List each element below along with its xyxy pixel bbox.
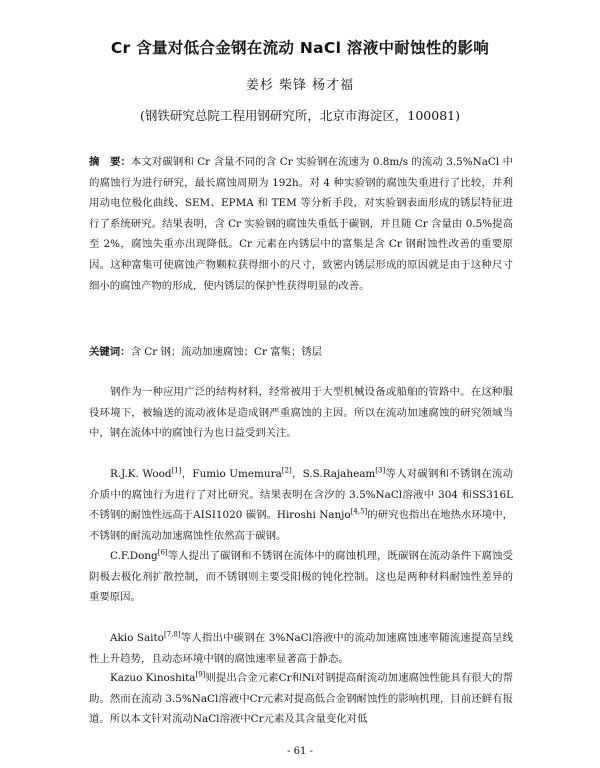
p2-text-e: 的研究也指出在地热水环境中，不锈钢的耐流动加速腐蚀性依然高于碳钢。 [89,509,513,542]
p5-text-a: Kazuo Kinoshita [110,672,196,684]
p5-text-b: 则提出合金元素Cr和Ni对钢提高耐流动加速腐蚀性能具有很大的帮助。然而在流动 3.5%NaCl溶液中Cr元素对提高低合金钢耐蚀性的影响机理，目前还鲜有报道。所以本文针对流动NaCl溶液中Cr元素及其含量变化对低 [89,672,513,726]
page-number: - 61 - [287,746,313,757]
body-paragraph-3 [89,546,513,608]
p2-text-a: R.J.K. Wood [110,468,172,480]
body-paragraph-4 [89,628,513,669]
citation-ref: [6] [157,548,168,557]
p3-text-a: C.F.Dong [110,550,158,562]
citation-ref: [3] [375,466,386,475]
citation-ref: [4,5] [350,507,368,516]
citation-ref: [7,8] [163,630,181,639]
keywords [89,342,513,363]
p2-text-b: ，Fumio Umemura [181,468,282,480]
body-paragraph-1: 钢作为一种应用广泛的结构材料，经常被用于大型机械设备或船舶的管路中。在这种服役环境下，被输送的流动液体是造成钢严重腐蚀的主因。所以在流动加速腐蚀的研究领域当中，钢在流体中的腐蚀行为也日益受到关注。 [89,386,513,440]
abstract-text: 本文对碳钢和 Cr 含量不同的含 Cr 实验钢在流速为 0.8m/s 的流动 3.5%NaCl 中的腐蚀行为进行研究，最长腐蚀周期为 192h。对 4 种实验钢的腐蚀失重进行了比较，并利用动电位极化曲线、SEM、EPMA 和 TEM 等分析手段，对实验钢表面形成的锈层特征进行了系统研究。结果表明，含 Cr 实验钢的腐蚀失重低于碳钢，并且随 Cr 含量由 0.5%提高至 2%，腐蚀失重亦出现降低。Cr 元素在内锈层中的富集是含 Cr 钢耐蚀性改善的重要原因。这种富集可使腐蚀产物颗粒获得细小的尺寸，致密内锈层形成的原因就是由于这种尺寸细小的腐蚀产物的形成，使内锈层的保护性获得明显的改善。 [89,156,513,292]
p3-text-b: 等人提出了碳钢和不锈钢在流体中的腐蚀机理，既碳钢在流动条件下腐蚀受阴极去极化剂扩散控制，而不锈钢则主要受阳极的钝化控制。这也是两种材料耐蚀性差异的重要原因。 [89,550,513,604]
p2-text-d: 等人对碳钢和不锈钢在流动介质中的腐蚀行为进行了对比研究。结果表明在含汐的 3.5%NaCl溶液中 304 和SS316L不锈钢的耐蚀性远高于AISI1020 碳钢。Hiroshi Nanjo [89,468,513,522]
p2-text-c: ，S.S.Rajaheam [291,468,376,480]
citation-ref: [2] [281,466,292,475]
citation-ref: [9] [195,670,206,679]
citation-ref: [1] [171,466,182,475]
author-affiliation: (钢铁研究总院工程用钢研究所，北京市海淀区，100081) [140,108,460,123]
body-paragraph-2 [89,464,513,546]
abstract [89,152,513,296]
p4-text-b: 等人指出中碳钢在 3%NaCl溶液中的流动加速腐蚀速率随流速提高呈线性上升趋势，且动态环境中钢的腐蚀速率显著高于静态。 [89,632,513,665]
author-list: 姜杉 柴锋 杨才福 [245,78,355,93]
p4-text-a: Akio Saito [110,632,164,644]
body-paragraph-5 [89,668,513,730]
keywords-label: 关键词： [89,346,131,358]
keywords-text: 含 Cr 钢；流动加速腐蚀；Cr 富集；锈层 [130,346,323,358]
abstract-label: 摘 要： [89,156,131,168]
paper-title: Cr 含量对低合金钢在流动 NaCl 溶液中耐蚀性的影响 [110,39,490,57]
